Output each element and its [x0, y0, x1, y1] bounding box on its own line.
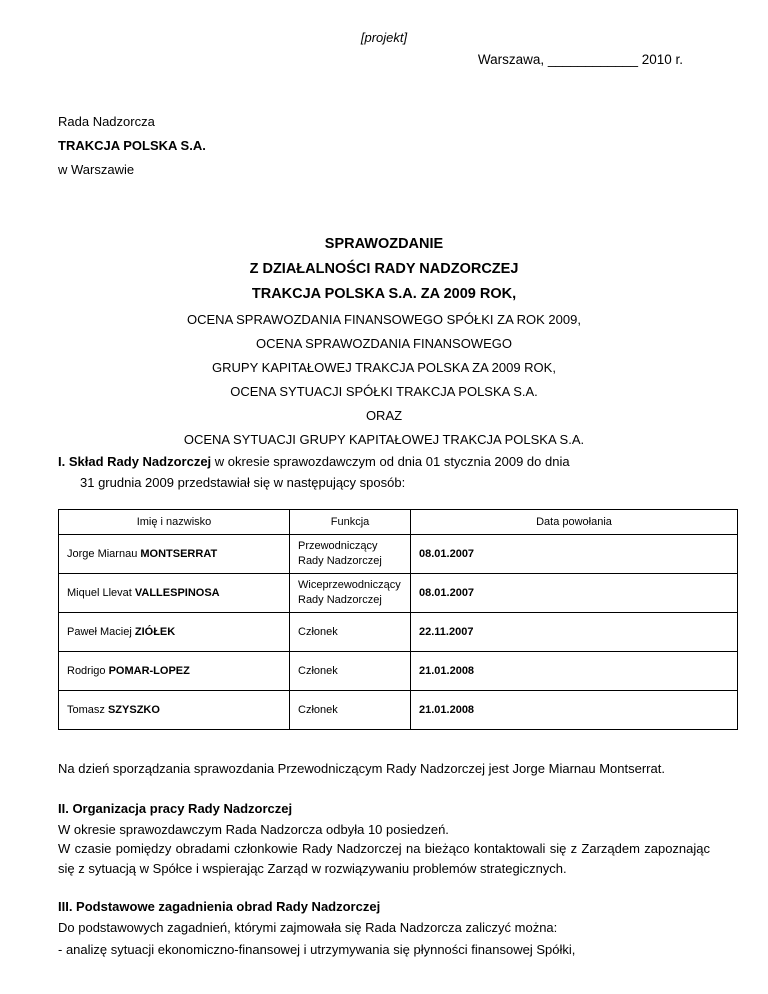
section-2-heading-text: II. Organizacja pracy Rady Nadzorczej	[58, 801, 293, 816]
member-appointment-date: 21.01.2008	[411, 652, 738, 691]
report-title: SPRAWOZDANIE	[324, 236, 444, 252]
section-2-contacts: W czasie pomiędzy obradami członkowie Rady Nadzorczej na bieżąco kontaktowali się z Zarządem zapoznając się z sytuacją w Spółce i wspierając Zarząd w rozwiązywaniu problemów strategicznych.	[58, 841, 710, 876]
addressee-board: Rada Nadzorcza	[58, 114, 155, 129]
report-title-line2: Z DZIAŁALNOŚCI RADY NADZORCZEJ	[249, 261, 519, 277]
member-first-name: Rodrigo	[67, 664, 109, 677]
member-first-name: Jorge Miarnau	[67, 547, 141, 560]
member-name	[59, 691, 290, 730]
chairman-note: Na dzień sporządzania sprawozdania Przewodniczącym Rady Nadzorczej jest Jorge Miarnau Montserrat.	[58, 761, 665, 776]
header-function: Funkcja	[290, 510, 411, 535]
section-1-text-2: 31 grudnia 2009 przedstawiał się w następujący sposób:	[80, 475, 406, 490]
addressee-company: TRAKCJA POLSKA S.A.	[58, 138, 206, 153]
table-row	[59, 613, 738, 652]
member-function: Członek	[290, 613, 411, 652]
member-first-name: Miquel Llevat	[67, 586, 135, 599]
member-function	[290, 574, 411, 613]
section-3-heading-text: III. Podstawowe zagadnienia obrad Rady Nadzorczej	[58, 899, 381, 914]
member-function: Członek	[290, 691, 411, 730]
header-appointment-date: Data powołania	[411, 510, 738, 535]
section-2-meetings: W okresie sprawozdawczym Rada Nadzorcza odbyła 10 posiedzeń.	[58, 822, 449, 837]
supervisory-board-table	[58, 509, 738, 730]
member-appointment-date: 21.01.2008	[411, 691, 738, 730]
report-subtitle-3: GRUPY KAPITAŁOWEJ TRAKCJA POLSKA ZA 2009 ROK,	[212, 360, 556, 375]
member-last-name: MONTSERRAT	[140, 547, 218, 560]
function-line-2: Rady Nadzorczej	[298, 555, 382, 567]
member-last-name: VALLESPINOSA	[134, 586, 220, 599]
report-subtitle-6: OCENA SYTUACJI GRUPY KAPITAŁOWEJ TRAKCJA POLSKA S.A.	[183, 432, 585, 447]
member-name	[59, 652, 290, 691]
member-appointment-date: 22.11.2007	[411, 613, 738, 652]
function-line-1: Przewodniczący	[298, 540, 378, 552]
member-first-name: Paweł Maciej	[67, 625, 135, 638]
table-header-row	[59, 510, 738, 535]
section-3-heading	[58, 899, 380, 914]
member-function	[290, 535, 411, 574]
section-1-text-1: w okresie sprawozdawczym od dnia 01 stycznia 2009 do dnia	[211, 454, 570, 469]
place-date: Warszawa, ____________ 2010 r.	[477, 52, 683, 67]
table-row	[59, 691, 738, 730]
table-row	[59, 535, 738, 574]
member-first-name: Tomasz	[67, 703, 108, 716]
function-line-1: Wiceprzewodniczący	[298, 579, 401, 591]
table-row	[59, 574, 738, 613]
report-subtitle-1: OCENA SPRAWOZDANIA FINANSOWEGO SPÓŁKI ZA ROK 2009,	[187, 312, 581, 327]
section-3-intro: Do podstawowych zagadnień, którymi zajmowała się Rada Nadzorcza zaliczyć można:	[58, 920, 558, 935]
section-3-item-1: - analizę sytuacji ekonomiczno-finansowej i utrzymywania się płynności finansowej Spółki,	[58, 942, 576, 957]
member-last-name: ZIÓŁEK	[134, 625, 176, 638]
report-title-line3: TRAKCJA POLSKA S.A. ZA 2009 ROK,	[251, 286, 517, 302]
function-line-2: Rady Nadzorczej	[298, 594, 382, 606]
member-name	[59, 574, 290, 613]
draft-label: [projekt]	[360, 30, 408, 45]
member-last-name: POMAR-LOPEZ	[108, 664, 190, 677]
header-name: Imię i nazwisko	[59, 510, 290, 535]
section-2-heading	[58, 801, 292, 816]
member-name	[59, 613, 290, 652]
member-function: Członek	[290, 652, 411, 691]
member-name	[59, 535, 290, 574]
report-subtitle-5: ORAZ	[365, 408, 403, 423]
section-1-intro	[58, 454, 570, 469]
table-row	[59, 652, 738, 691]
addressee-city: w Warszawie	[58, 162, 135, 177]
member-appointment-date: 08.01.2007	[411, 574, 738, 613]
member-appointment-date: 08.01.2007	[411, 535, 738, 574]
member-last-name: SZYSZKO	[107, 703, 160, 716]
report-subtitle-2: OCENA SPRAWOZDANIA FINANSOWEGO	[256, 336, 512, 351]
report-subtitle-4: OCENA SYTUACJI SPÓŁKI TRAKCJA POLSKA S.A.	[230, 384, 538, 399]
section-1-heading: I. Skład Rady Nadzorczej	[58, 454, 212, 469]
